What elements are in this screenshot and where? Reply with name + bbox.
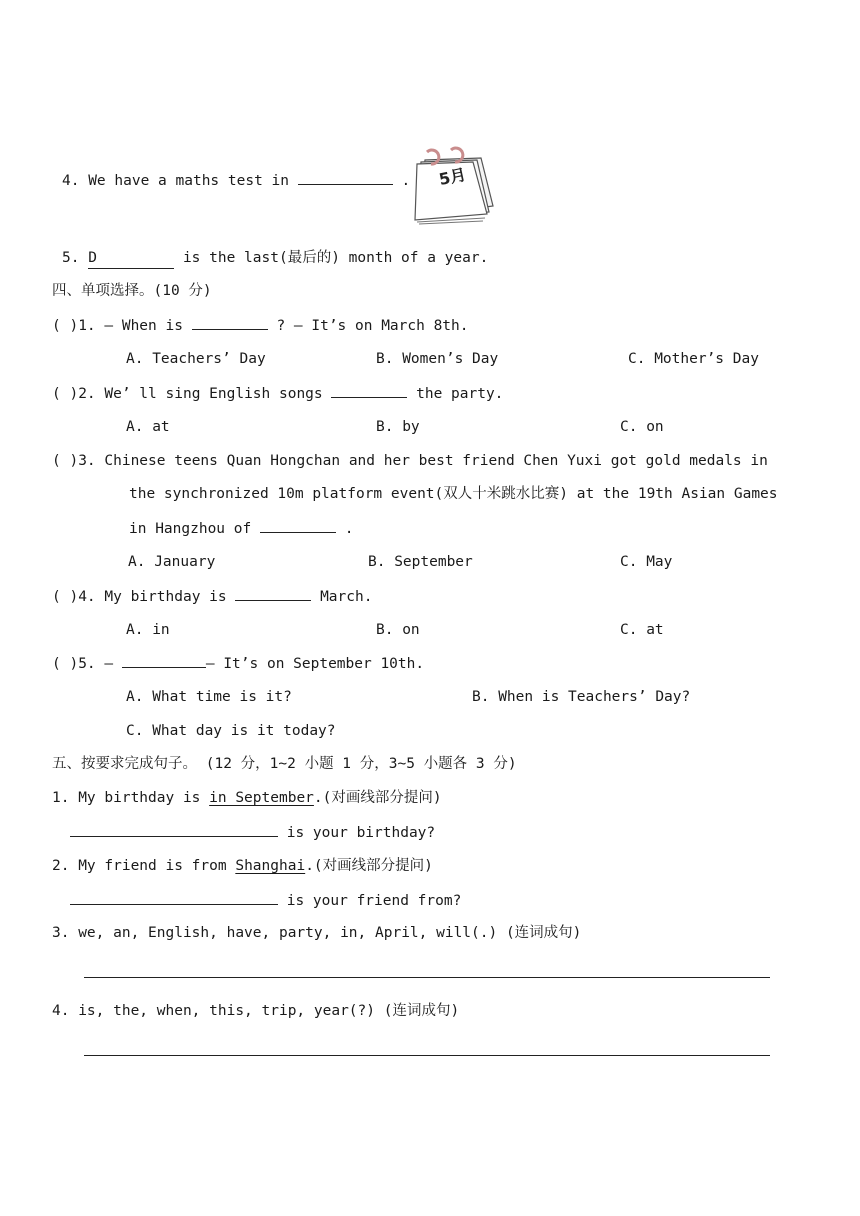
question-text: ? — It’s on March 8th.: [276, 318, 469, 334]
question-number: 5.: [62, 250, 80, 266]
option-c: C. Mother’s Day: [628, 351, 759, 367]
option-b: B. Women’s Day: [376, 351, 499, 367]
fill-question-5: [62, 248, 488, 269]
answer-tail: is your friend from?: [286, 893, 462, 909]
calendar-icon: [405, 138, 497, 226]
fill-question-4: [62, 170, 410, 191]
mc-question-3: [52, 451, 768, 471]
option-b: B. September: [368, 554, 473, 570]
answer-paren[interactable]: ( )3.: [52, 453, 96, 469]
mc-question-1: [52, 315, 469, 336]
answer-blank[interactable]: [70, 822, 278, 837]
mc-question-2: [52, 383, 503, 404]
section-5-title: 五、按要求完成句子。 (12 分，1~2 小题 1 分，3~5 小题各 3 分): [52, 756, 517, 772]
mc-question-3-line-2: the synchronized 10m platform event(双人十米跳水比赛) at the 19th Asian Games: [129, 486, 778, 502]
option-b: B. on: [376, 622, 420, 638]
answer-blank: [122, 653, 206, 668]
question-text: —: [104, 656, 114, 672]
option-c: C. on: [620, 419, 664, 435]
question-instruction: .(对画线部分提问): [313, 790, 442, 806]
answer-blank[interactable]: [70, 890, 278, 905]
answer-tail: is your birthday?: [286, 825, 436, 841]
answer-blank[interactable]: [298, 170, 393, 185]
option-a: A. January: [128, 554, 216, 570]
option-a: A. in: [126, 622, 170, 638]
rewrite-question-2: [52, 856, 433, 876]
answer-blank: [331, 383, 407, 398]
question-text: Chinese teens Quan Hongchan and her best friend Chen Yuxi got gold medals in: [104, 453, 768, 469]
mc-question-3-line-3: [129, 518, 353, 539]
answer-line-4[interactable]: [84, 1055, 770, 1056]
option-c: C. What day is it today?: [126, 723, 336, 739]
underlined-phrase: in September: [209, 790, 314, 806]
calendar-label: 5月: [437, 164, 468, 190]
rewrite-question-1: [52, 788, 442, 808]
question-text: 2. My friend is from: [52, 858, 227, 874]
mc-question-4: [52, 586, 372, 607]
question-text: We’ ll sing English songs: [104, 386, 323, 402]
option-b: B. When is Teachers’ Day?: [472, 689, 691, 705]
question-end: .: [344, 521, 354, 537]
question-number: 4.: [62, 173, 80, 189]
rewrite-answer-2: [70, 890, 461, 911]
question-text: — It’s on September 10th.: [205, 656, 425, 672]
answer-blank: [192, 315, 268, 330]
rewrite-question-3: 3. we, an, English, have, party, in, April, will(.) (连词成句): [52, 925, 582, 941]
option-a: A. at: [126, 419, 170, 435]
answer-paren[interactable]: ( )1.: [52, 318, 96, 334]
section-4-title: 四、单项选择。(10 分): [52, 283, 212, 299]
question-text: We have a maths test in: [88, 173, 289, 189]
question-text: is the last(最后的) month of a year.: [182, 250, 489, 266]
answer-blank: [235, 586, 311, 601]
question-text: the party.: [416, 386, 504, 402]
answer-paren[interactable]: ( )2.: [52, 386, 96, 402]
answer-line-3[interactable]: [84, 977, 770, 978]
option-c: C. at: [620, 622, 664, 638]
question-text: My birthday is: [104, 589, 227, 605]
question-instruction: .(对画线部分提问): [305, 858, 433, 874]
option-c: C. May: [620, 554, 673, 570]
option-a: A. Teachers’ Day: [126, 351, 266, 367]
blank-hint-letter: D: [88, 250, 97, 266]
answer-paren[interactable]: ( )4.: [52, 589, 96, 605]
question-end: .: [401, 173, 411, 189]
option-b: B. by: [376, 419, 420, 435]
answer-blank: [260, 518, 336, 533]
underlined-phrase: Shanghai: [235, 858, 306, 874]
question-text: — When is: [104, 318, 183, 334]
question-text: March.: [320, 589, 373, 605]
answer-blank[interactable]: [88, 248, 174, 269]
rewrite-answer-1: [70, 822, 435, 843]
question-text: in Hangzhou of: [129, 521, 252, 537]
question-text: 1. My birthday is: [52, 790, 201, 806]
mc-question-5: [52, 653, 424, 674]
option-a: A. What time is it?: [126, 689, 292, 705]
answer-paren[interactable]: ( )5.: [52, 656, 96, 672]
rewrite-question-4: 4. is, the, when, this, trip, year(?) (连词成句): [52, 1003, 460, 1019]
